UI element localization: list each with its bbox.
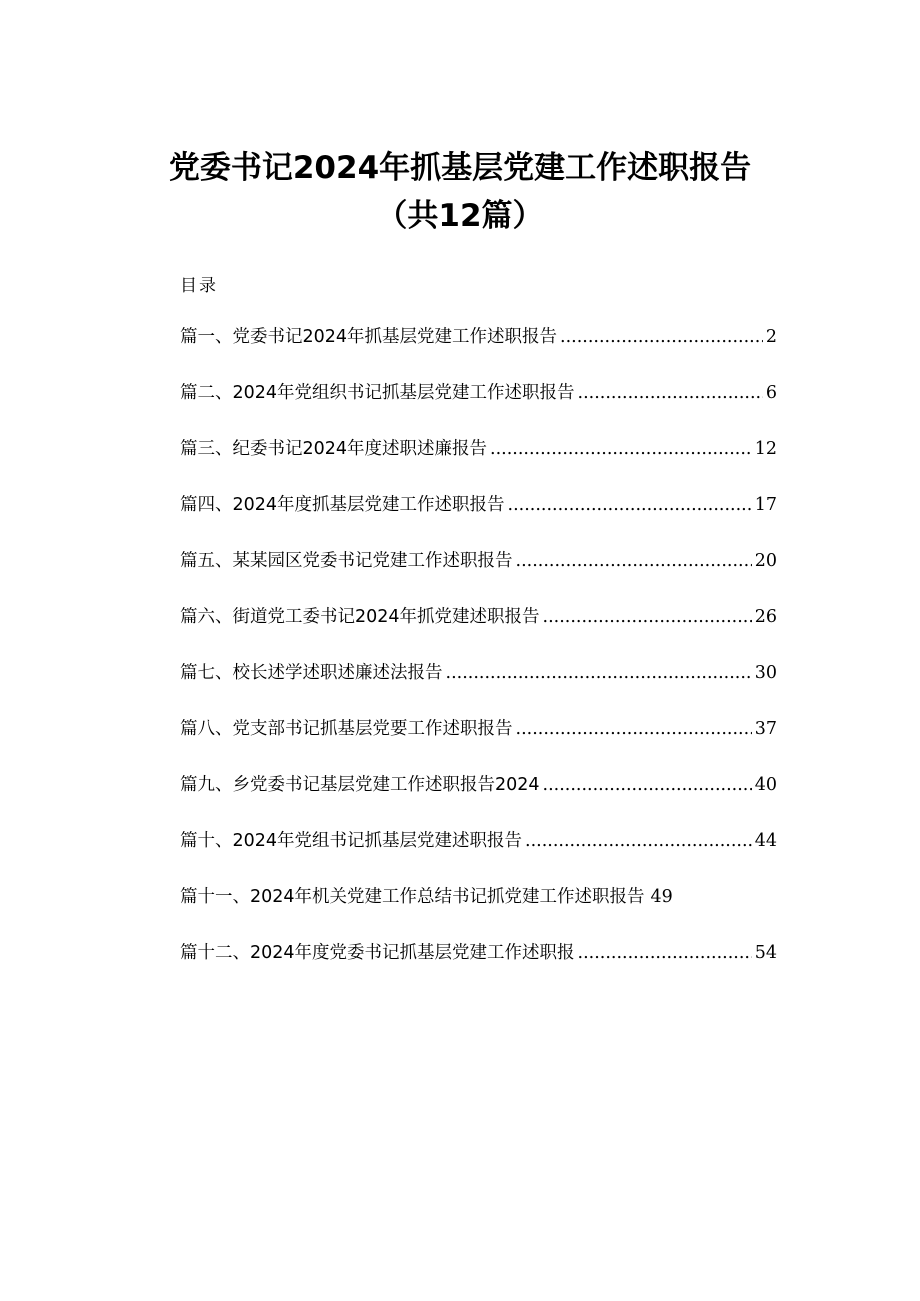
document-subtitle: （共12篇） [376, 198, 544, 234]
toc-entry-page: 26 [754, 607, 777, 627]
toc-leader-dots [543, 775, 752, 795]
toc-leader-dots [578, 383, 763, 403]
toc-entry-label: 篇十一、2024年机关党建工作总结书记抓党建工作述职报告 [180, 887, 645, 907]
toc-leader-dots [516, 551, 752, 571]
toc-entry-7[interactable] [180, 659, 777, 715]
toc-entry-page: 12 [754, 439, 777, 459]
toc-entry-2[interactable] [180, 379, 777, 435]
toc-entry-1[interactable] [180, 323, 777, 379]
document-title: 党委书记2024年抓基层党建工作述职报告 [168, 150, 752, 186]
toc-entry-page: 17 [754, 495, 777, 515]
toc-leader-dots [508, 495, 752, 515]
toc-entry-page: 44 [754, 831, 777, 851]
toc-entry-4[interactable] [180, 491, 777, 547]
toc-leader-dots [560, 327, 763, 347]
toc-entry-8[interactable] [180, 715, 777, 771]
toc-entry-6[interactable] [180, 603, 777, 659]
toc-entry-label: 篇十、2024年党组书记抓基层党建述职报告 [180, 831, 523, 851]
toc-leader-dots [525, 831, 752, 851]
toc-entry-page: 37 [754, 719, 777, 739]
toc-entry-label: 篇八、党支部书记抓基层党要工作述职报告 [180, 719, 513, 739]
toc-entry-page: 2 [765, 327, 777, 347]
toc-leader-dots [543, 607, 752, 627]
toc-entry-page: 6 [765, 383, 777, 403]
table-of-contents [180, 323, 777, 995]
toc-entry-label: 篇三、纪委书记2024年度述职述廉报告 [180, 439, 488, 459]
toc-entry-label: 篇十二、2024年度党委书记抓基层党建工作述职报 [180, 943, 575, 963]
toc-entry-page: 49 [650, 887, 673, 907]
toc-leader-dots [516, 719, 752, 739]
toc-entry-label: 篇五、某某园区党委书记党建工作述职报告 [180, 551, 513, 571]
toc-entry-5[interactable] [180, 547, 777, 603]
toc-entry-3[interactable] [180, 435, 777, 491]
toc-entry-label: 篇一、党委书记2024年抓基层党建工作述职报告 [180, 327, 558, 347]
toc-entry-12[interactable] [180, 939, 777, 995]
toc-entry-page: 54 [754, 943, 777, 963]
toc-entry-label: 篇七、校长述学述职述廉述法报告 [180, 663, 443, 683]
toc-entry-10[interactable] [180, 827, 777, 883]
toc-entry-page: 20 [754, 551, 777, 571]
toc-leader-dots [490, 439, 752, 459]
toc-entry-label: 篇四、2024年度抓基层党建工作述职报告 [180, 495, 505, 515]
toc-entry-9[interactable] [180, 771, 777, 827]
toc-leader-dots [578, 943, 752, 963]
toc-heading: 目录 [180, 276, 218, 296]
toc-entry-page: 40 [754, 775, 777, 795]
toc-entry-11[interactable] [180, 883, 777, 939]
toc-entry-label: 篇二、2024年党组织书记抓基层党建工作述职报告 [180, 383, 575, 403]
toc-entry-page: 30 [754, 663, 777, 683]
toc-leader-dots [446, 663, 752, 683]
toc-entry-label: 篇六、街道党工委书记2024年抓党建述职报告 [180, 607, 540, 627]
toc-entry-label: 篇九、乡党委书记基层党建工作述职报告2024 [180, 775, 540, 795]
